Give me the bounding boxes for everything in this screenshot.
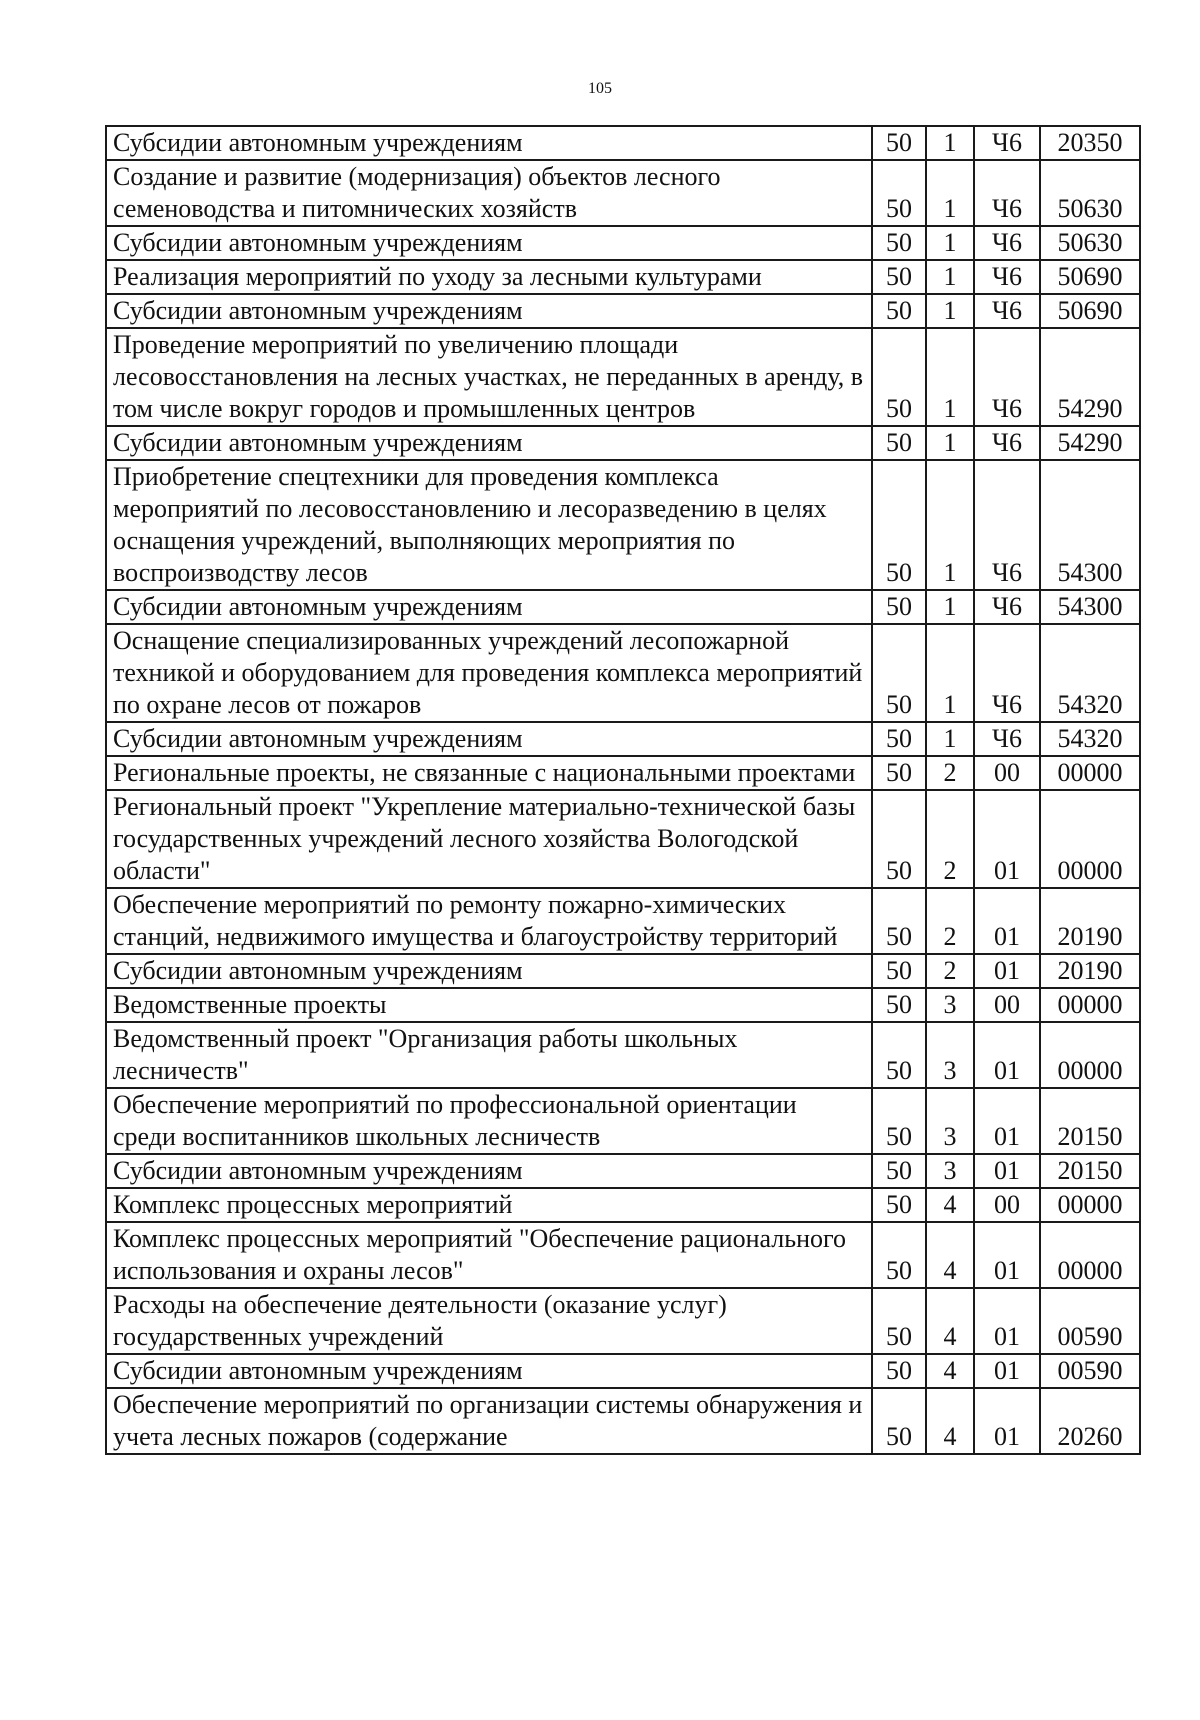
row-name-cell: Субсидии автономным учреждениям <box>106 294 872 328</box>
program-code-cell: Ч6 <box>974 294 1040 328</box>
subsection-code-cell: 4 <box>926 1222 974 1288</box>
subsection-code-cell: 4 <box>926 1388 974 1454</box>
program-code-cell: 01 <box>974 1288 1040 1354</box>
program-code-cell: Ч6 <box>974 590 1040 624</box>
table-row <box>106 590 1140 624</box>
row-name-cell: Региональный проект "Укрепление материально-технической базы государственных учреждений лесного хозяйства Вологодской области" <box>106 790 872 888</box>
table-row <box>106 226 1140 260</box>
program-code-cell: 01 <box>974 1154 1040 1188</box>
section-code-cell: 50 <box>872 1388 926 1454</box>
row-name-cell: Комплекс процессных мероприятий "Обеспечение рационального использования и охраны лесов" <box>106 1222 872 1288</box>
expense-code-cell: 50690 <box>1040 260 1140 294</box>
table-row <box>106 1222 1140 1288</box>
row-name-cell: Обеспечение мероприятий по профессиональной ориентации среди воспитанников школьных лесничеств <box>106 1088 872 1154</box>
program-code-cell: 01 <box>974 1088 1040 1154</box>
section-code-cell: 50 <box>872 126 926 160</box>
program-code-cell: Ч6 <box>974 160 1040 226</box>
subsection-code-cell: 1 <box>926 590 974 624</box>
subsection-code-cell: 1 <box>926 460 974 590</box>
row-name-cell: Создание и развитие (модернизация) объектов лесного семеноводства и питомнических хозяйств <box>106 160 872 226</box>
table-row <box>106 1288 1140 1354</box>
subsection-code-cell: 3 <box>926 1088 974 1154</box>
subsection-code-cell: 3 <box>926 1154 974 1188</box>
expense-code-cell: 54300 <box>1040 590 1140 624</box>
program-code-cell: 01 <box>974 954 1040 988</box>
row-name-cell: Обеспечение мероприятий по организации системы обнаружения и учета лесных пожаров (содержание <box>106 1388 872 1454</box>
program-code-cell: Ч6 <box>974 624 1040 722</box>
expense-code-cell: 54300 <box>1040 460 1140 590</box>
subsection-code-cell: 1 <box>926 260 974 294</box>
program-code-cell: 00 <box>974 988 1040 1022</box>
subsection-code-cell: 2 <box>926 888 974 954</box>
row-name-cell: Субсидии автономным учреждениям <box>106 126 872 160</box>
page-number: 105 <box>588 80 612 97</box>
table-body <box>106 126 1140 1454</box>
row-name-cell: Субсидии автономным учреждениям <box>106 954 872 988</box>
row-name-cell: Проведение мероприятий по увеличению площади лесовосстановления на лесных участках, не переданных в аренду, в том числе вокруг городов и промышленных центров <box>106 328 872 426</box>
subsection-code-cell: 1 <box>926 294 974 328</box>
expense-code-cell: 00590 <box>1040 1288 1140 1354</box>
expense-code-cell: 00000 <box>1040 756 1140 790</box>
section-code-cell: 50 <box>872 1222 926 1288</box>
expense-code-cell: 20150 <box>1040 1088 1140 1154</box>
program-code-cell: 01 <box>974 1388 1040 1454</box>
subsection-code-cell: 2 <box>926 790 974 888</box>
subsection-code-cell: 4 <box>926 1288 974 1354</box>
section-code-cell: 50 <box>872 226 926 260</box>
subsection-code-cell: 1 <box>926 328 974 426</box>
section-code-cell: 50 <box>872 590 926 624</box>
row-name-cell: Субсидии автономным учреждениям <box>106 426 872 460</box>
table-row <box>106 328 1140 426</box>
expense-code-cell: 54290 <box>1040 328 1140 426</box>
section-code-cell: 50 <box>872 722 926 756</box>
table-row <box>106 160 1140 226</box>
program-code-cell: Ч6 <box>974 426 1040 460</box>
section-code-cell: 50 <box>872 160 926 226</box>
table-row <box>106 1354 1140 1388</box>
table-row <box>106 1154 1140 1188</box>
section-code-cell: 50 <box>872 328 926 426</box>
subsection-code-cell: 4 <box>926 1354 974 1388</box>
table-row <box>106 888 1140 954</box>
expense-code-cell: 50630 <box>1040 226 1140 260</box>
table-row <box>106 790 1140 888</box>
program-code-cell: 01 <box>974 1354 1040 1388</box>
subsection-code-cell: 1 <box>926 126 974 160</box>
section-code-cell: 50 <box>872 1088 926 1154</box>
subsection-code-cell: 2 <box>926 756 974 790</box>
table-row <box>106 954 1140 988</box>
table-row <box>106 722 1140 756</box>
subsection-code-cell: 1 <box>926 722 974 756</box>
expense-code-cell: 00590 <box>1040 1354 1140 1388</box>
subsection-code-cell: 1 <box>926 624 974 722</box>
table-row <box>106 126 1140 160</box>
row-name-cell: Субсидии автономным учреждениям <box>106 1154 872 1188</box>
section-code-cell: 50 <box>872 988 926 1022</box>
expense-code-cell: 00000 <box>1040 1022 1140 1088</box>
program-code-cell: 00 <box>974 756 1040 790</box>
expense-code-cell: 20190 <box>1040 888 1140 954</box>
row-name-cell: Субсидии автономным учреждениям <box>106 1354 872 1388</box>
expense-code-cell: 54320 <box>1040 722 1140 756</box>
section-code-cell: 50 <box>872 460 926 590</box>
row-name-cell: Реализация мероприятий по уходу за лесными культурами <box>106 260 872 294</box>
expense-code-cell: 50690 <box>1040 294 1140 328</box>
program-code-cell: 01 <box>974 1022 1040 1088</box>
row-name-cell: Ведомственный проект "Организация работы школьных лесничеств" <box>106 1022 872 1088</box>
table-row <box>106 624 1140 722</box>
expense-code-cell: 00000 <box>1040 1222 1140 1288</box>
section-code-cell: 50 <box>872 888 926 954</box>
table-row <box>106 294 1140 328</box>
section-code-cell: 50 <box>872 426 926 460</box>
row-name-cell: Обеспечение мероприятий по ремонту пожарно-химических станций, недвижимого имущества и благоустройству территорий <box>106 888 872 954</box>
program-code-cell: Ч6 <box>974 260 1040 294</box>
program-code-cell: Ч6 <box>974 126 1040 160</box>
subsection-code-cell: 3 <box>926 988 974 1022</box>
section-code-cell: 50 <box>872 1188 926 1222</box>
program-code-cell: 01 <box>974 790 1040 888</box>
table-row <box>106 426 1140 460</box>
section-code-cell: 50 <box>872 1154 926 1188</box>
table-row <box>106 1188 1140 1222</box>
expense-code-cell: 00000 <box>1040 790 1140 888</box>
program-code-cell: Ч6 <box>974 226 1040 260</box>
section-code-cell: 50 <box>872 756 926 790</box>
section-code-cell: 50 <box>872 260 926 294</box>
table-row <box>106 756 1140 790</box>
expense-code-cell: 50630 <box>1040 160 1140 226</box>
subsection-code-cell: 1 <box>926 426 974 460</box>
program-code-cell: Ч6 <box>974 722 1040 756</box>
budget-classification-table <box>105 125 1141 1455</box>
expense-code-cell: 20260 <box>1040 1388 1140 1454</box>
row-name-cell: Ведомственные проекты <box>106 988 872 1022</box>
subsection-code-cell: 2 <box>926 954 974 988</box>
expense-code-cell: 54290 <box>1040 426 1140 460</box>
expense-code-cell: 20150 <box>1040 1154 1140 1188</box>
table-row <box>106 260 1140 294</box>
section-code-cell: 50 <box>872 1288 926 1354</box>
table-row <box>106 460 1140 590</box>
subsection-code-cell: 1 <box>926 160 974 226</box>
program-code-cell: Ч6 <box>974 460 1040 590</box>
subsection-code-cell: 3 <box>926 1022 974 1088</box>
row-name-cell: Субсидии автономным учреждениям <box>106 226 872 260</box>
program-code-cell: Ч6 <box>974 328 1040 426</box>
program-code-cell: 00 <box>974 1188 1040 1222</box>
expense-code-cell: 54320 <box>1040 624 1140 722</box>
section-code-cell: 50 <box>872 294 926 328</box>
row-name-cell: Региональные проекты, не связанные с национальными проектами <box>106 756 872 790</box>
expense-code-cell: 20350 <box>1040 126 1140 160</box>
row-name-cell: Комплекс процессных мероприятий <box>106 1188 872 1222</box>
table-row <box>106 988 1140 1022</box>
table-row <box>106 1022 1140 1088</box>
row-name-cell: Оснащение специализированных учреждений лесопожарной техникой и оборудованием для проведения комплекса мероприятий по охране лесов от пожаров <box>106 624 872 722</box>
row-name-cell: Приобретение спецтехники для проведения комплекса мероприятий по лесовосстановлению и лесоразведению в целях оснащения учреждений, выполняющих мероприятия по воспроизводству лесов <box>106 460 872 590</box>
expense-code-cell: 00000 <box>1040 988 1140 1022</box>
section-code-cell: 50 <box>872 1354 926 1388</box>
section-code-cell: 50 <box>872 790 926 888</box>
section-code-cell: 50 <box>872 624 926 722</box>
table-row <box>106 1388 1140 1454</box>
program-code-cell: 01 <box>974 1222 1040 1288</box>
section-code-cell: 50 <box>872 1022 926 1088</box>
expense-code-cell: 00000 <box>1040 1188 1140 1222</box>
subsection-code-cell: 1 <box>926 226 974 260</box>
expense-code-cell: 20190 <box>1040 954 1140 988</box>
table-row <box>106 1088 1140 1154</box>
row-name-cell: Субсидии автономным учреждениям <box>106 590 872 624</box>
subsection-code-cell: 4 <box>926 1188 974 1222</box>
program-code-cell: 01 <box>974 888 1040 954</box>
row-name-cell: Расходы на обеспечение деятельности (оказание услуг) государственных учреждений <box>106 1288 872 1354</box>
section-code-cell: 50 <box>872 954 926 988</box>
row-name-cell: Субсидии автономным учреждениям <box>106 722 872 756</box>
